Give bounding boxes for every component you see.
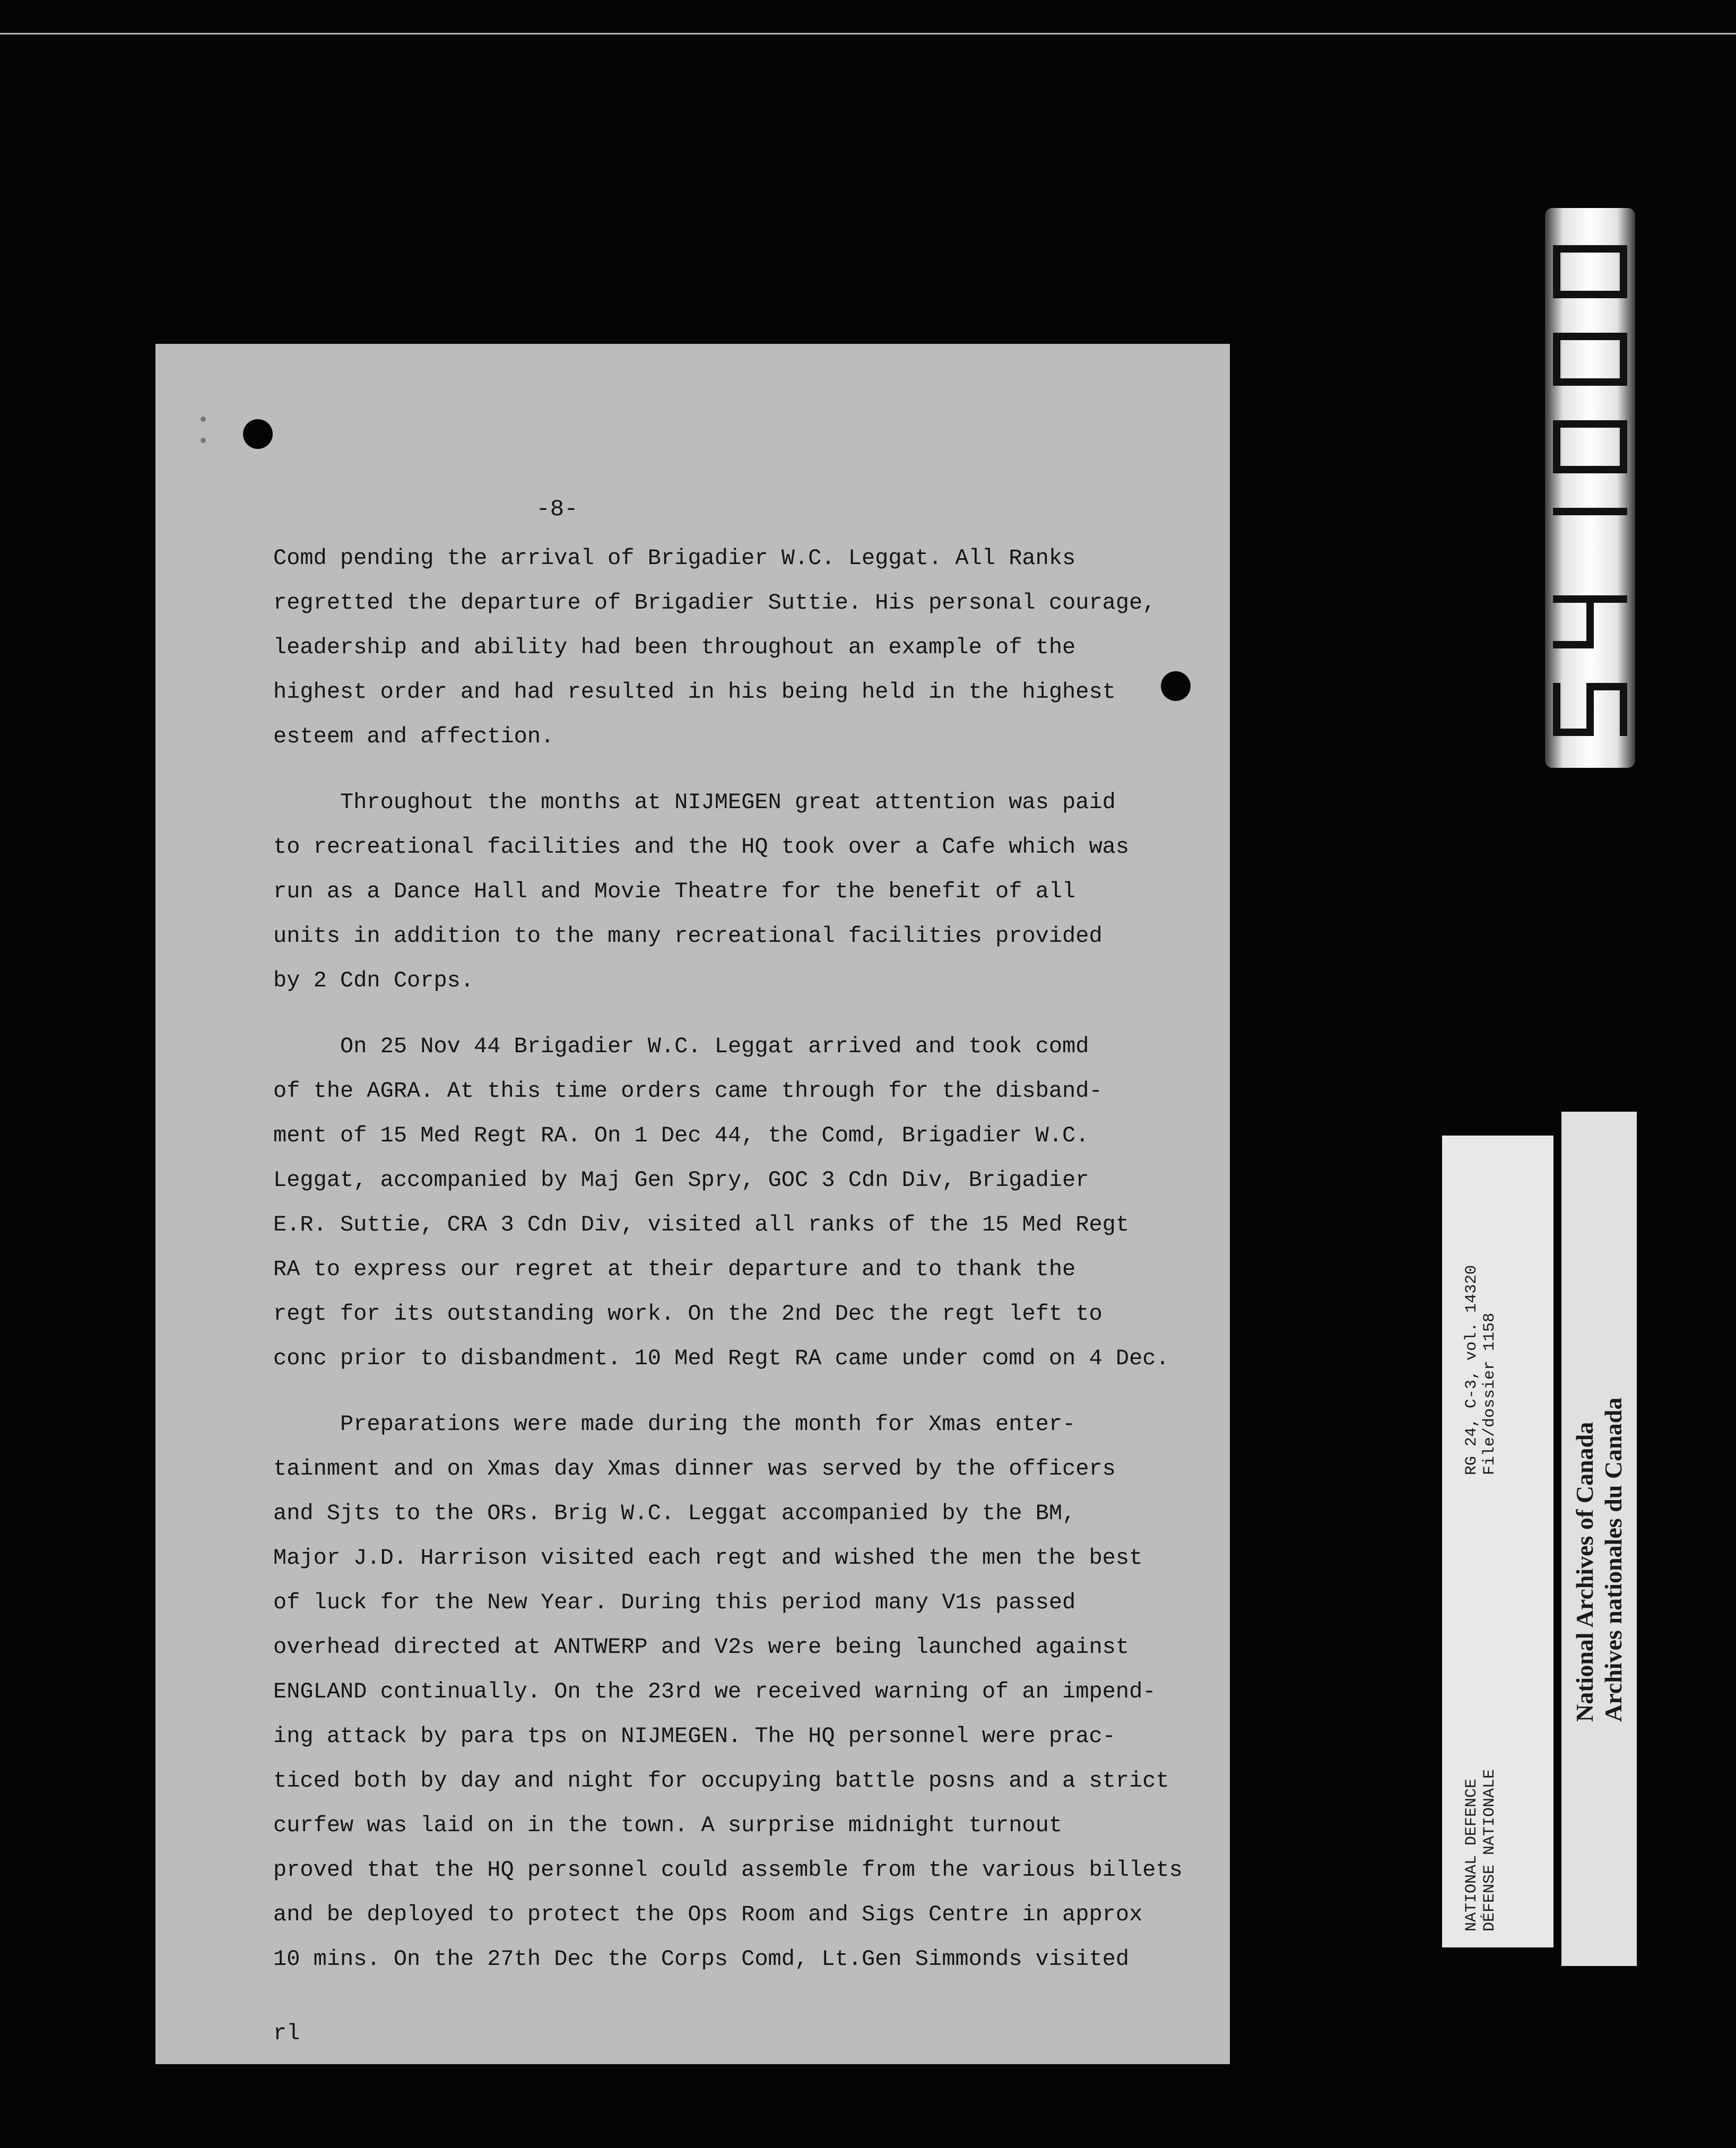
national-defence-text: NATIONAL DEFENCE — [1463, 1778, 1481, 1932]
text-line: and be deployed to protect the Ops Room and Sigs Centre in approx — [273, 1902, 1143, 1927]
archives-nationales-text: Archives nationales du Canada — [1600, 1397, 1627, 1722]
text-line: RA to express our regret at their departure and to thank the — [273, 1257, 1076, 1282]
text-line: to recreational facilities and the HQ took over a Cafe which was — [273, 834, 1130, 860]
scan-top-border — [0, 33, 1736, 34]
text-line: 10 mins. On the 27th Dec the Corps Comd, Lt.Gen Simmonds visited — [273, 1946, 1130, 1972]
text-line: units in addition to the many recreational facilities provided — [273, 923, 1103, 949]
paragraph-gap — [273, 1381, 1207, 1402]
text-line: and Sjts to the ORs. Brig W.C. Leggat accompanied by the BM, — [273, 1501, 1076, 1526]
text-line: On 25 Nov 44 Brigadier W.C. Leggat arrived and took comd — [273, 1034, 1089, 1059]
frame-digit — [1553, 508, 1627, 515]
text-line: highest order and had resulted in his being held in the highest — [273, 679, 1116, 705]
text-line: Preparations were made during the month for Xmas enter- — [273, 1411, 1076, 1437]
frame-digit — [1553, 683, 1627, 736]
text-line: regretted the departure of Brigadier Suttie. His personal courage, — [273, 590, 1156, 616]
text-line: overhead directed at ANTWERP and V2s were being launched against — [273, 1634, 1130, 1660]
text-line: Major J.D. Harrison visited each regt and wished the men the best — [273, 1545, 1143, 1571]
frame-digit — [1553, 245, 1627, 298]
text-line: conc prior to disbandment. 10 Med Regt RA came under comd on 4 Dec. — [273, 1346, 1169, 1371]
text-line: E.R. Suttie, CRA 3 Cdn Div, visited all ranks of the 15 Med Regt — [273, 1212, 1130, 1237]
text-line: leadership and ability had been throughout an example of the — [273, 635, 1076, 660]
text-line: Leggat, accompanied by Maj Gen Spry, GOC 3 Cdn Div, Brigadier — [273, 1167, 1089, 1193]
text-line: ing attack by para tps on NIJMEGEN. The HQ personnel were prac- — [273, 1723, 1116, 1749]
footer-initials: rl — [273, 2021, 300, 2046]
national-archives-label — [1561, 1112, 1637, 1966]
text-line: ENGLAND continually. On the 23rd we received warning of an impend- — [273, 1679, 1156, 1704]
frame-digit — [1553, 420, 1627, 473]
body-text — [273, 536, 1207, 1981]
text-line: ticed both by day and night for occupying battle posns and a strict — [273, 1768, 1169, 1794]
defense-nationale-text: DÉFENSE NATIONALE — [1481, 1769, 1499, 1932]
frame-counter — [1545, 208, 1635, 768]
reference-rg-text: RG 24, C-3, vol. 14320 — [1463, 1264, 1481, 1475]
text-line: regt for its outstanding work. On the 2nd Dec the regt left to — [273, 1301, 1103, 1327]
text-line: by 2 Cdn Corps. — [273, 968, 474, 993]
text-line: Throughout the months at NIJMEGEN great attention was paid — [273, 790, 1116, 815]
frame-counter-digits — [1545, 208, 1635, 768]
text-line: tainment and on Xmas day Xmas dinner was served by the officers — [273, 1456, 1116, 1482]
national-defence-label — [1442, 1136, 1553, 1947]
text-line: ment of 15 Med Regt RA. On 1 Dec 44, the Comd, Brigadier W.C. — [273, 1123, 1089, 1148]
reference-file-text: File/dossier 1158 — [1481, 1312, 1499, 1475]
text-line: proved that the HQ personnel could assemble from the various billets — [273, 1857, 1183, 1883]
scan-speck — [201, 417, 206, 422]
national-archives-text: National Archives of Canada — [1571, 1422, 1598, 1722]
page-number: -8- — [536, 496, 578, 523]
punch-hole-left — [243, 419, 273, 449]
paragraph-gap — [273, 1003, 1207, 1024]
text-line: of luck for the New Year. During this period many V1s passed — [273, 1590, 1076, 1615]
frame-digit — [1553, 333, 1627, 386]
text-line: esteem and affection. — [273, 724, 554, 749]
frame-digit — [1553, 595, 1627, 648]
text-line: of the AGRA. At this time orders came through for the disband- — [273, 1078, 1103, 1104]
scan-speck — [201, 438, 206, 443]
paragraph-gap — [273, 759, 1207, 780]
text-line: Comd pending the arrival of Brigadier W.C. Leggat. All Ranks — [273, 545, 1076, 571]
text-line: run as a Dance Hall and Movie Theatre for the benefit of all — [273, 879, 1076, 904]
text-line: curfew was laid on in the town. A surprise midnight turnout — [273, 1813, 1063, 1838]
